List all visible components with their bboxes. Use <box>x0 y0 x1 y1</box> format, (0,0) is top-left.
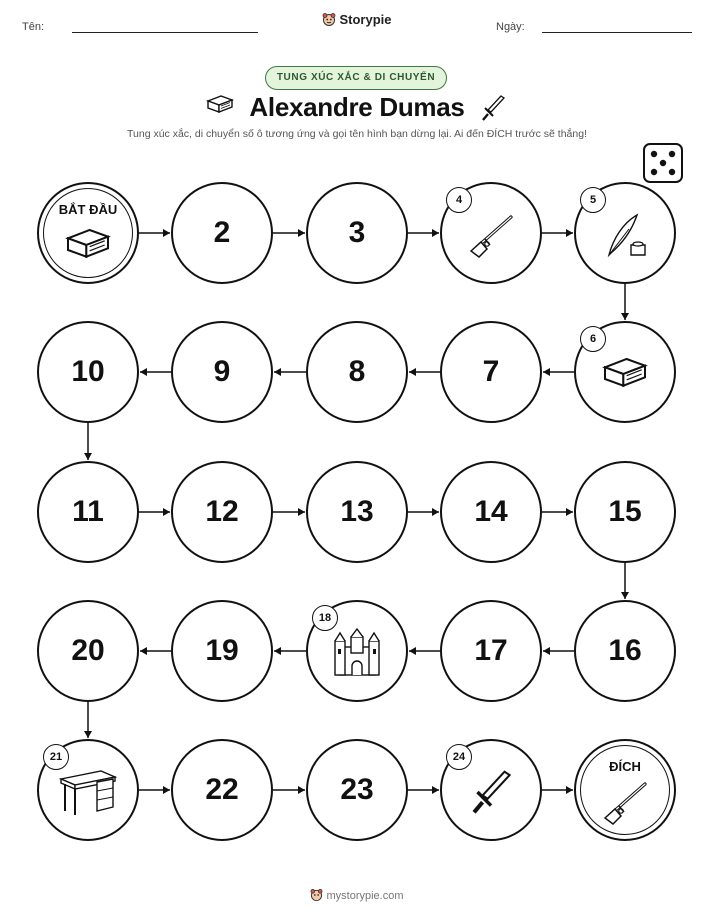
space-number: 12 <box>205 495 239 528</box>
space-number: 13 <box>340 495 374 528</box>
space-number: 22 <box>205 773 239 806</box>
footer <box>0 888 714 904</box>
space-number: 11 <box>72 495 104 528</box>
path-arrow <box>273 508 305 516</box>
board-space-24 <box>440 739 542 841</box>
path-arrow <box>139 229 170 237</box>
castle-icon <box>331 627 383 684</box>
board-space-17 <box>440 600 542 702</box>
space-number: 15 <box>608 495 642 528</box>
board-space-22 <box>171 739 273 841</box>
board-space-10 <box>37 321 139 423</box>
brand-name: Storypie <box>339 12 392 27</box>
board-space-8 <box>306 321 408 423</box>
path-arrow <box>273 229 305 237</box>
board-space-16 <box>574 600 676 702</box>
name-label: Tên: <box>22 21 45 33</box>
space-number: 2 <box>213 216 231 249</box>
start-space <box>37 182 139 284</box>
path-arrow <box>84 423 92 460</box>
path-arrow <box>621 563 629 599</box>
space-number: 8 <box>348 355 366 388</box>
board-space-6 <box>574 321 676 423</box>
desk-icon <box>57 765 119 824</box>
board-space-14 <box>440 461 542 563</box>
path-arrow <box>409 368 440 376</box>
space-number-badge: 18 <box>312 605 338 631</box>
board-space-5 <box>574 182 676 284</box>
path-arrow <box>273 786 305 794</box>
space-number-badge: 4 <box>446 187 472 213</box>
board-space-21 <box>37 739 139 841</box>
path-arrow <box>408 508 439 516</box>
path-arrow <box>408 229 439 237</box>
space-number: 3 <box>348 216 366 249</box>
finish-label: ĐÍCH <box>609 759 641 774</box>
path-arrow <box>543 647 574 655</box>
space-number: 14 <box>474 495 508 528</box>
board-space-13 <box>306 461 408 563</box>
musket-icon <box>463 207 519 268</box>
space-number-badge: 6 <box>580 326 606 352</box>
board-space-4 <box>440 182 542 284</box>
board-space-19 <box>171 600 273 702</box>
board-space-2 <box>171 182 273 284</box>
start-label: BẮT ĐẦU <box>58 202 118 217</box>
activity-pill: TUNG XÚC XẮC & DI CHUYỂN <box>265 66 447 90</box>
path-arrow <box>408 786 439 794</box>
space-number: 9 <box>213 355 231 388</box>
space-number-badge: 21 <box>43 744 69 770</box>
path-arrow <box>139 508 170 516</box>
page-title: Alexandre Dumas <box>249 92 465 122</box>
path-arrow <box>621 284 629 320</box>
path-arrow <box>140 647 171 655</box>
musket-icon <box>597 774 653 835</box>
board-space-11 <box>37 461 139 563</box>
date-label: Ngày: <box>496 21 525 33</box>
board-space-20 <box>37 600 139 702</box>
quill-ink-icon <box>597 207 653 268</box>
path-arrow <box>542 508 573 516</box>
path-arrow <box>543 368 574 376</box>
book-icon <box>63 226 113 269</box>
book-icon <box>600 355 650 398</box>
space-number: 16 <box>608 634 642 667</box>
space-number: 19 <box>205 634 239 667</box>
space-number: 10 <box>71 355 105 388</box>
space-number: 23 <box>340 773 374 806</box>
path-arrow <box>542 786 573 794</box>
path-arrow <box>542 229 573 237</box>
path-arrow <box>409 647 440 655</box>
board-space-12 <box>171 461 273 563</box>
space-number-badge: 24 <box>446 744 472 770</box>
board-space-9 <box>171 321 273 423</box>
path-arrow <box>140 368 171 376</box>
space-number: 7 <box>482 355 500 388</box>
finish-space <box>574 739 676 841</box>
instructions-text: Tung xúc xắc, di chuyển số ô tương ứng và gọi tên hình bạn dừng lại. Ai đến ĐÍCH trước sẽ thắng! <box>126 128 587 140</box>
space-number: 20 <box>71 634 105 667</box>
board-space-15 <box>574 461 676 563</box>
path-arrow <box>139 786 170 794</box>
space-number: 17 <box>474 634 508 667</box>
storypie-logo-icon <box>310 888 323 904</box>
board-space-18 <box>306 600 408 702</box>
path-arrow <box>274 647 306 655</box>
board-space-23 <box>306 739 408 841</box>
path-arrow <box>274 368 306 376</box>
board-space-7 <box>440 321 542 423</box>
sword-icon <box>469 768 513 821</box>
space-number-badge: 5 <box>580 187 606 213</box>
board-space-3 <box>306 182 408 284</box>
footer-url: mystorypie.com <box>326 889 404 902</box>
path-arrow <box>84 702 92 738</box>
